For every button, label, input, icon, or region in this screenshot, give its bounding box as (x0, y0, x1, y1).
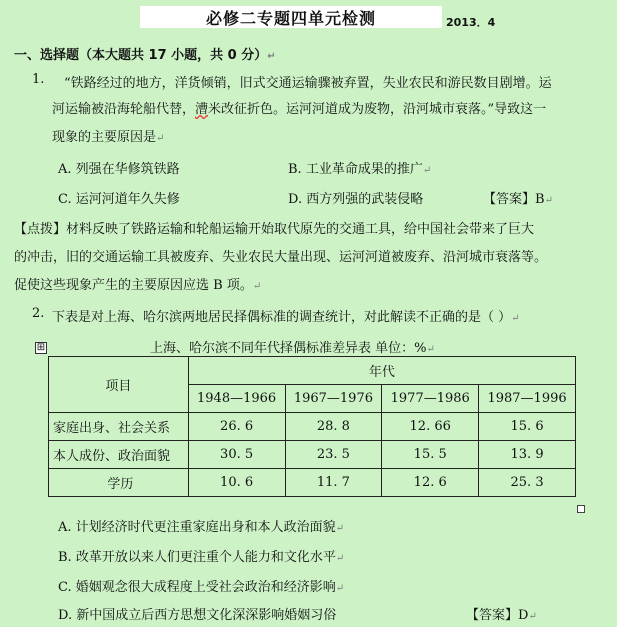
spellcheck-word: 漕 (195, 102, 209, 117)
question-2-stem-text: 下表是对上海、哈尔滨两地居民择偶标准的调查统计，对此解读不正确的是（ ） (52, 310, 512, 325)
section-title: 一、选择题（本大题共 17 小题，共 0 分） (14, 48, 268, 63)
paragraph-mark-icon: ↵ (335, 523, 345, 534)
question-1-line-1 (64, 72, 552, 91)
explain-text-3: 促使这些现象产生的主要原因应选 B 项。 (14, 278, 253, 293)
table-cell: 23. 5 (285, 441, 382, 469)
question-1-line-2 (52, 98, 546, 117)
table-column-header: 1977—1986 (382, 385, 479, 413)
survey-table (48, 356, 576, 497)
explain-text-2: 的冲击，旧的交通运输工具被废弃、失业农民大量出现、运河河道被废弃、沿河城市衰落等。 (14, 250, 548, 265)
paragraph-mark-icon: ↵ (335, 583, 345, 594)
table-resize-handle[interactable] (577, 505, 585, 513)
table-anchor-glyph: ⊞ (36, 342, 46, 353)
table-column-header: 1948—1966 (188, 385, 285, 413)
paragraph-mark-icon: ↵ (267, 51, 276, 62)
option-a-text: A. 计划经济时代更注重家庭出身和本人政治面貌 (58, 520, 336, 535)
table-cell: 26. 6 (188, 413, 285, 441)
paragraph-mark-icon: ↵ (422, 165, 432, 176)
table-item-header (49, 357, 189, 413)
question-1-text-2c: 米改征折色。运河河道成为废物，沿河城市衰落。”导致这一 (208, 102, 547, 117)
table-row (49, 413, 576, 441)
option-b-text: B. 工业革命成果的推广 (288, 162, 423, 177)
table-cell: 13. 9 (479, 441, 576, 469)
paragraph-mark-icon: ↵ (511, 313, 520, 324)
question-1-option-a (58, 158, 180, 177)
question-1-option-d (288, 188, 423, 207)
question-1-text-2a: 河运输被沿海轮船代替， (52, 102, 196, 117)
question-2-option-a (58, 516, 344, 535)
explain-text-1: 【点拨】材料反映了铁路运输和轮船运输开始取代原先的交通工具，给中国社会带来了巨大 (14, 222, 535, 237)
paragraph-mark-icon: ↵ (156, 133, 165, 144)
table-row-label: 家庭出身、社会关系 (49, 413, 189, 441)
question-2-option-c (58, 576, 344, 595)
table-cell: 12. 66 (382, 413, 479, 441)
answer-text: 【答案】B (483, 192, 545, 207)
question-1-explain-line-3 (14, 274, 261, 293)
paragraph-mark-icon: ↵ (544, 195, 553, 206)
question-1-option-c (58, 188, 180, 207)
table-cell: 25. 3 (479, 469, 576, 497)
question-2-answer (466, 604, 537, 623)
table-cell: 15. 6 (479, 413, 576, 441)
question-1-line-3 (52, 126, 164, 145)
table-column-header: 1987—1996 (479, 385, 576, 413)
answer-text: 【答案】D (466, 608, 529, 623)
option-d-text: D. 西方列强的武装侵略 (288, 192, 424, 207)
option-a-text: A. 列强在华修筑铁路 (58, 162, 180, 177)
option-d-text: D. 新中国成立后西方思想文化深深影响婚姻习俗 (58, 608, 337, 623)
table-header-row (49, 357, 576, 385)
question-1-explain-line-1 (14, 218, 534, 237)
paragraph-mark-icon: ↵ (252, 281, 262, 292)
page-title: 必修二专题四单元检测 (205, 8, 376, 28)
question-2-option-d (58, 604, 336, 623)
table-row (49, 469, 576, 497)
question-2-number: 2. (32, 306, 45, 321)
table-row (49, 441, 576, 469)
table-caption-text: 上海、哈尔滨不同年代择偶标准差异表 单位：% (150, 341, 427, 356)
table-row-label: 学历 (49, 469, 189, 497)
option-c-text: C. 婚姻观念很大成程度上受社会政治和经济影响 (58, 580, 336, 595)
paragraph-mark-icon: ↵ (335, 553, 345, 564)
era-header-text: 年代 (368, 365, 395, 380)
option-c-text: C. 运河河道年久失修 (58, 192, 180, 207)
question-2-option-b (58, 546, 344, 565)
item-header-text: 项目 (105, 379, 132, 394)
exam-date: 2013．4 (446, 16, 496, 29)
title-box (140, 6, 442, 28)
question-1-option-b (288, 158, 431, 177)
question-1-answer (483, 188, 553, 207)
table-cell: 15. 5 (382, 441, 479, 469)
question-1-explain-line-2 (14, 246, 547, 265)
table-cell: 30. 5 (188, 441, 285, 469)
question-1-number: 1. (32, 72, 45, 87)
question-2-stem (52, 306, 520, 325)
question-1-text-1: “铁路经过的地方，洋货倾销，旧式交通运输骤被弃置，失业农民和游民数目剧增。运 (64, 76, 552, 91)
table-cell: 12. 6 (382, 469, 479, 497)
section-header (14, 44, 276, 63)
table-era-header (188, 357, 575, 385)
table-cell: 11. 7 (285, 469, 382, 497)
question-1-text-3: 现象的主要原因是 (52, 130, 157, 145)
table-move-handle-icon[interactable] (35, 342, 47, 354)
table-caption (150, 337, 435, 356)
table-row-label: 本人成份、政治面貌 (49, 441, 189, 469)
paragraph-mark-icon: ↵ (426, 344, 435, 355)
paragraph-mark-icon: ↵ (528, 611, 537, 622)
table-cell: 10. 6 (188, 469, 285, 497)
table-cell: 28. 8 (285, 413, 382, 441)
table-column-header: 1967—1976 (285, 385, 382, 413)
option-b-text: B. 改革开放以来人们更注重个人能力和文化水平 (58, 550, 336, 565)
